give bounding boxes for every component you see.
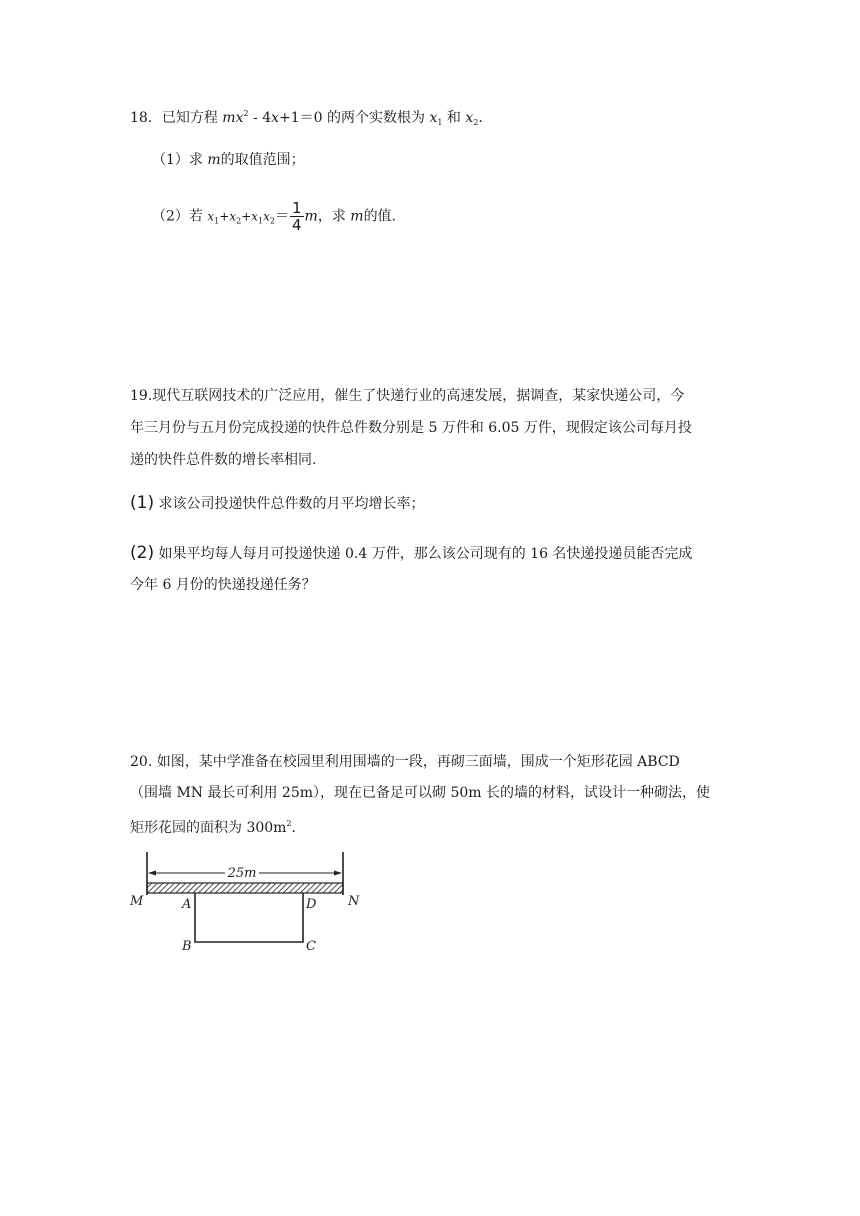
q18-part2: [152, 200, 396, 233]
var-m: m: [222, 110, 236, 126]
q19-line1: 19.现代互联网技术的广泛应用，催生了快递行业的高速发展，据调查，某家快递公司，今: [130, 388, 685, 404]
part-text: ，求: [317, 208, 346, 225]
part-text: .: [291, 820, 296, 836]
label-d: D: [306, 897, 317, 912]
subscript: 2: [269, 216, 275, 226]
var-m: m: [350, 208, 364, 225]
label-n: N: [348, 894, 360, 909]
length-label: 25m: [227, 866, 257, 881]
label-m: M: [130, 894, 144, 909]
q19-part2-line1: [130, 543, 692, 564]
var-x1: x: [207, 209, 215, 224]
part-text: 矩形花园的面积为 300m: [130, 820, 287, 836]
subscript: 1: [437, 118, 443, 127]
var-m: m: [207, 152, 221, 168]
q18-and: 和: [446, 110, 461, 126]
label-c: C: [306, 939, 316, 954]
q18-period: .: [478, 110, 483, 126]
subscript: 2: [236, 216, 242, 226]
denominator: 4: [292, 216, 302, 234]
subscript: 2: [473, 118, 479, 127]
part-label: (1): [130, 493, 155, 513]
part-label: (2): [130, 543, 155, 563]
label-b: B: [182, 939, 192, 954]
q19-line2: 年三月份与五月份完成投递的快件总件数分别是 5 万件和 6.05 万件，现假定该公司每月投: [130, 420, 692, 436]
var-x: x: [235, 110, 244, 126]
part-text: 的取值范围；: [220, 152, 305, 168]
label-a: A: [182, 897, 192, 912]
q19-line3: 递的快件总件数的增长率相同.: [130, 452, 317, 468]
subscript: 1: [258, 216, 264, 226]
part-text: 的值.: [363, 208, 397, 225]
q18-number: 18．: [130, 110, 162, 126]
equals: ＝: [275, 208, 289, 225]
q18-part1: [152, 150, 305, 170]
var-x: x: [271, 110, 280, 126]
part-text: 求该公司投递快件总件数的月平均增长率；: [154, 496, 425, 512]
q19-part1: [130, 493, 425, 514]
part-text: 如果平均每人每月可投递快递 0.4 万件，那么该公司现有的 16 名快递投递员能否完成: [154, 546, 693, 562]
plus: +: [241, 209, 252, 224]
var-x2: x: [465, 110, 474, 126]
arrowhead-left: [148, 871, 156, 876]
garden-figure: [126, 846, 366, 956]
exponent: 2: [243, 109, 249, 118]
q18-stem-text: - 4: [248, 110, 272, 126]
plus: +: [219, 209, 230, 224]
subscript: 1: [214, 216, 220, 226]
arrowhead-right: [334, 871, 342, 876]
part-text: 求: [188, 152, 203, 168]
var-x1: x: [251, 209, 259, 224]
exponent: 2: [286, 819, 292, 828]
q18-stem-text: +1＝0 的两个实数根为: [279, 110, 426, 126]
var-x1: x: [429, 110, 438, 126]
wall-mn: [147, 883, 343, 893]
part-text: 若: [188, 208, 203, 225]
fraction-one-quarter: [290, 200, 304, 233]
var-x2: x: [229, 209, 237, 224]
var-m: m: [304, 208, 318, 225]
q19-part2-line2: 今年 6 月份的快递投递任务？: [130, 577, 316, 593]
var-x2: x: [263, 209, 270, 224]
rectangle-abcd: [195, 893, 303, 942]
q20-line2: （围墙 MN 最长可利用 25m），现在已备足可以砌 50m 长的墙的材料，试设计一种砌法，使: [130, 785, 711, 801]
q18-stem-text: 已知方程: [161, 110, 218, 126]
q20-line1: 20. 如图，某中学准备在校园里利用围墙的一段，再砌三面墙，围成一个矩形花园 ABCD: [130, 754, 680, 770]
part-label: （1）: [152, 152, 189, 168]
q20-line3: [130, 814, 296, 838]
numerator: 1: [292, 199, 302, 217]
part-label: （2）: [152, 208, 189, 225]
q18-stem: [130, 104, 483, 133]
